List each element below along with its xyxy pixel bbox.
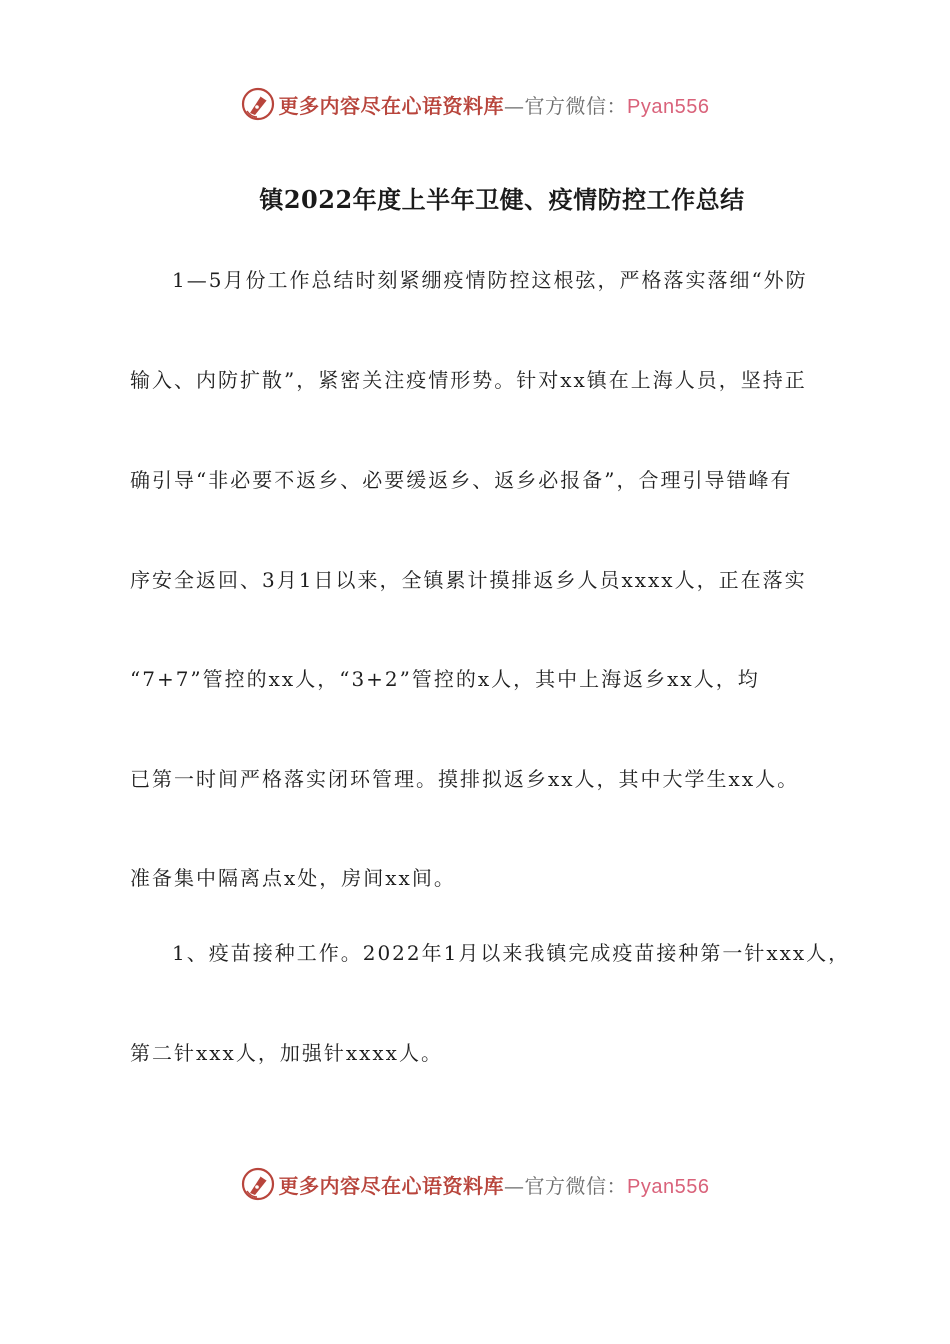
body-line-1: 1—5月份工作总结时刻紧绷疫情防控这根弦，严格落实落细“外防 (172, 268, 808, 292)
watermark-text (279, 90, 710, 119)
body-line-4: 序安全返回、3月1日以来，全镇累计摸排返乡人员xxxx人，正在落实 (130, 568, 807, 592)
watermark-lead: 更多内容尽在心语资料库 (278, 1173, 505, 1198)
header-watermark (0, 84, 950, 124)
body-line-6: 已第一时间严格落实闭环管理。摸排拟返乡xx人，其中大学生xx人。 (130, 767, 800, 791)
footer-watermark (0, 1164, 950, 1204)
watermark-text (279, 1170, 710, 1199)
watermark-middle: —官方微信： (504, 1173, 628, 1198)
watermark-middle: —官方微信： (504, 93, 628, 118)
watermark-wechat-id: Pyan556 (627, 1175, 710, 1198)
watermark-lead: 更多内容尽在心语资料库 (278, 93, 505, 118)
body-line-2: 输入、内防扩散”，紧密关注疫情形势。针对xx镇在上海人员，坚持正 (130, 368, 807, 392)
body-line-5: “7+7”管控的xx人，“3+2”管控的x人，其中上海返乡xx人，均 (130, 667, 760, 691)
pen-nib-logo-icon (241, 1167, 275, 1201)
document-title: 镇2022年度上半年卫健、疫情防控工作总结 (259, 185, 745, 214)
body-line-9: 第二针xxx人，加强针xxxx人。 (130, 1041, 443, 1065)
watermark-wechat-id: Pyan556 (627, 95, 710, 118)
body-line-8: 1、疫苗接种工作。2022年1月以来我镇完成疫苗接种第一针xxx人， (172, 941, 851, 965)
body-line-3: 确引导“非必要不返乡、必要缓返乡、返乡必报备”，合理引导错峰有 (130, 468, 793, 492)
pen-nib-logo-icon (241, 87, 275, 121)
body-line-7: 准备集中隔离点x处，房间xx间。 (130, 866, 456, 890)
